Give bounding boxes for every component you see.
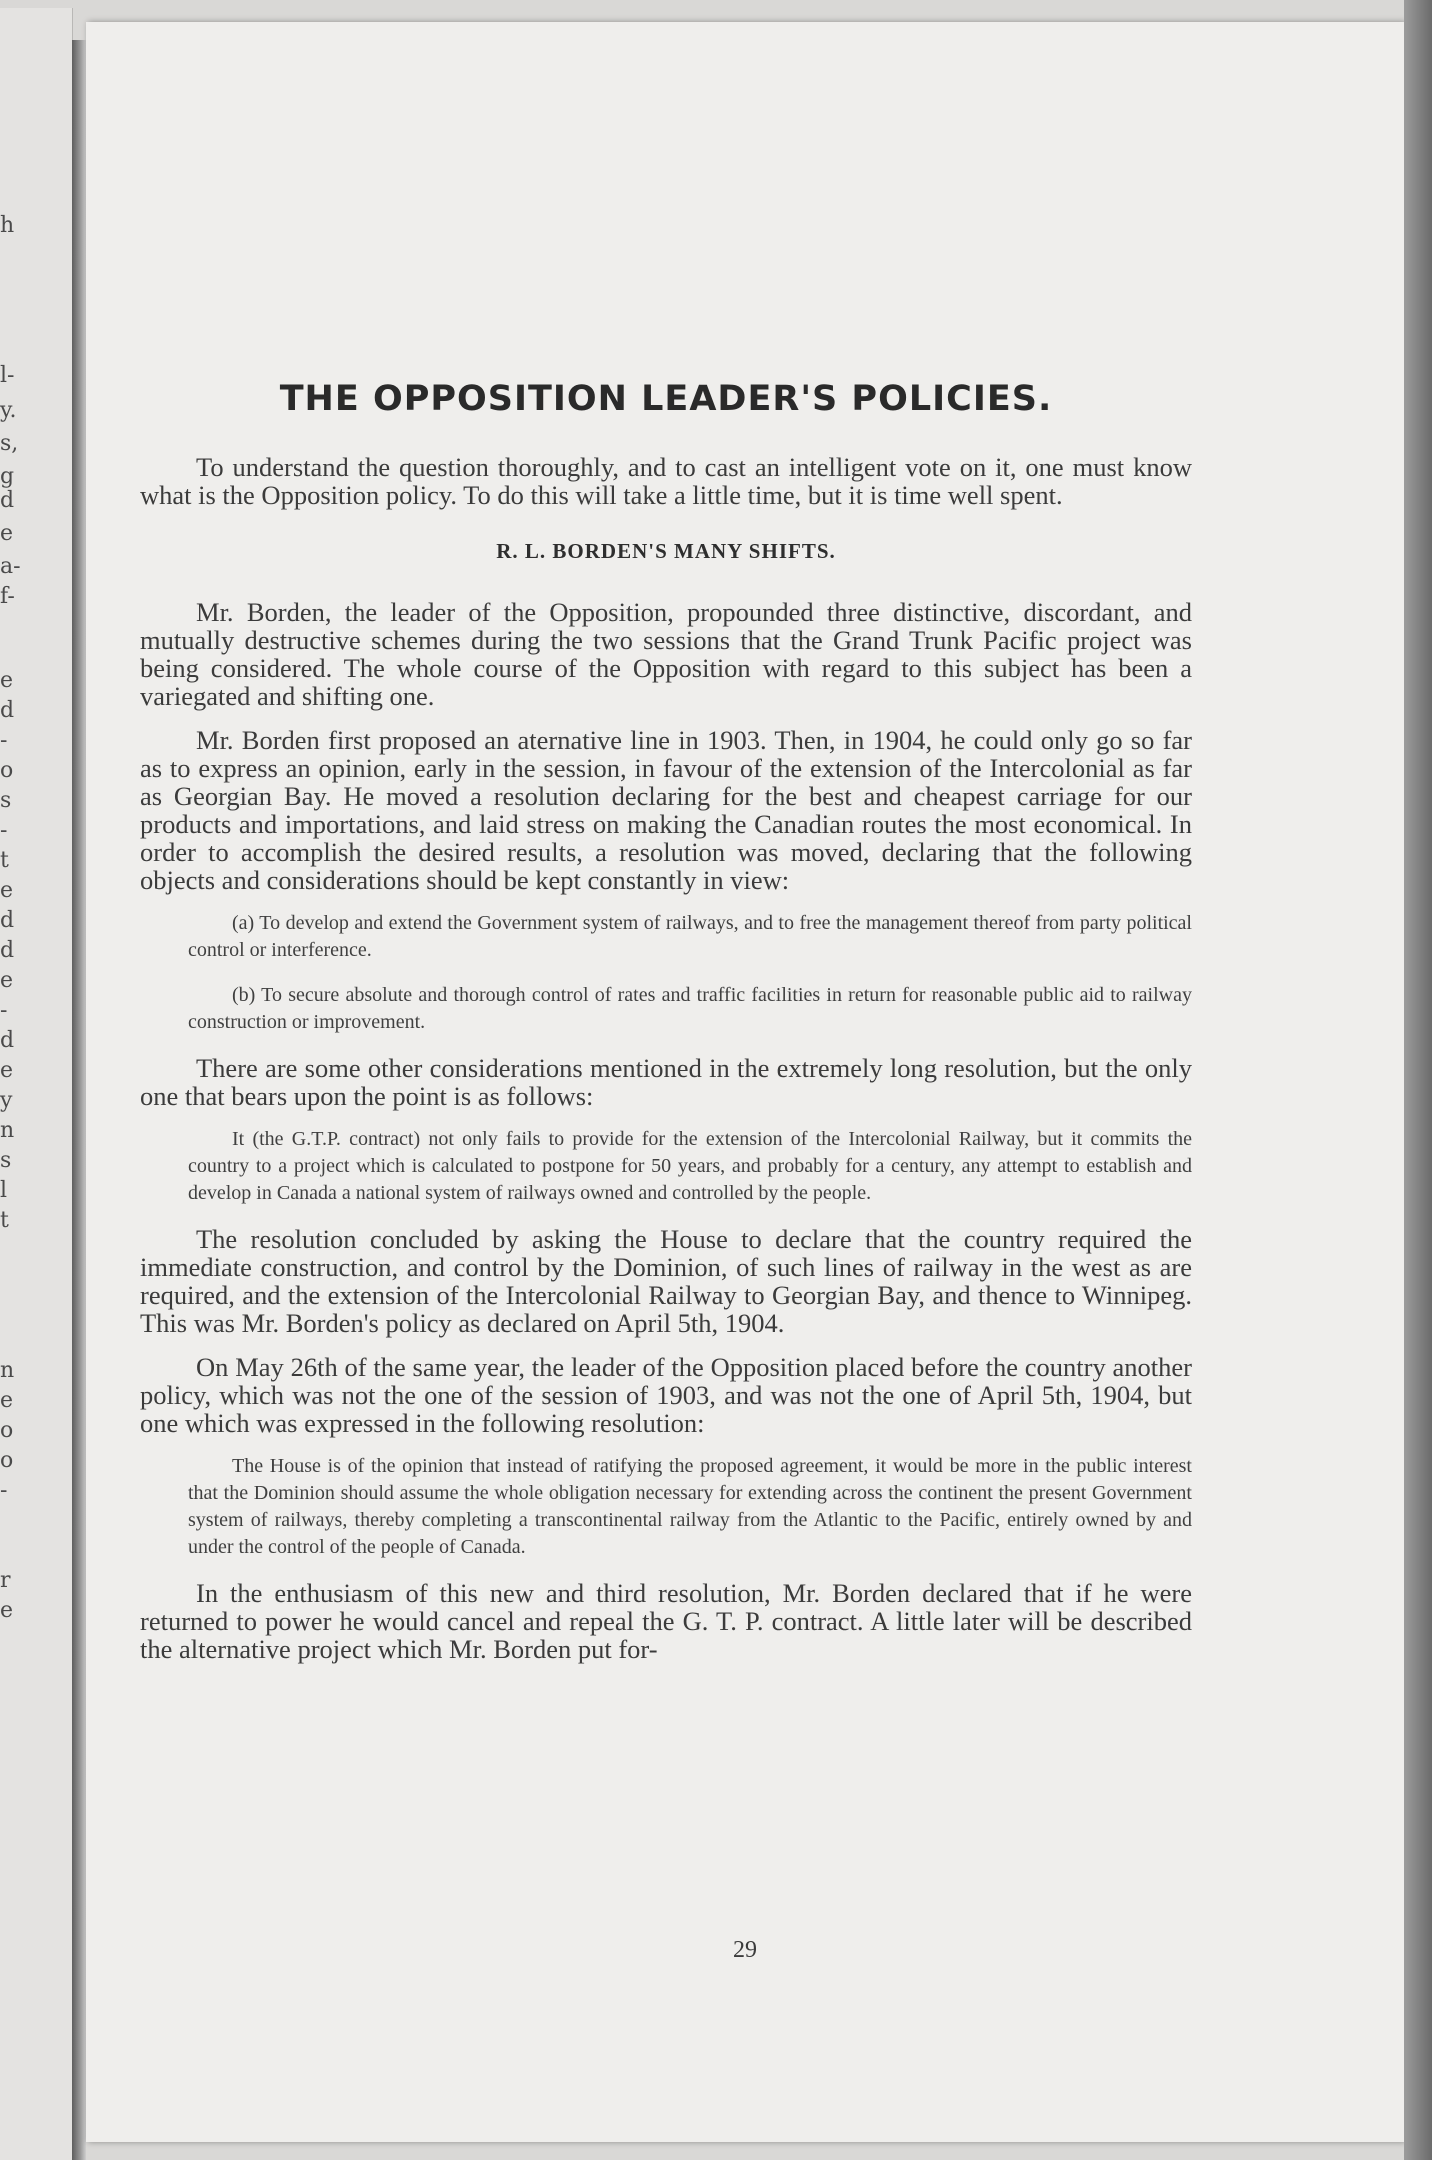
margin-char: e <box>0 1598 14 1623</box>
margin-char: e <box>0 1388 14 1413</box>
margin-char: s <box>0 788 12 813</box>
paragraph: Mr. Borden first proposed an aternative line in 1903. Then, in 1904, he could only go so far as to express an opinion, early in the session, in favour of the extension of the Intercolonial as far as Georgian Bay. He moved a resolution declaring for the best and cheapest carriage for our products and importations, and laid stress on making the Canadian routes the most economical. In order to accomplish the desired results, a resolution was moved, declaring that the following objects and considerations should be kept constantly in view: <box>140 725 1192 895</box>
margin-char: - <box>0 728 8 753</box>
paragraph: To understand the question thoroughly, and to cast an intelligent vote on it, one must know what is the Opposition policy. To do this will take a little time, but it is time well spent. <box>140 452 1192 510</box>
paragraph: There are some other considerations mentioned in the extremely long resolution, but the only one that bears upon the point is as follows: <box>140 1053 1192 1111</box>
margin-char: e <box>0 521 14 546</box>
scan-edge-shadow <box>1404 0 1432 2160</box>
margin-char: e <box>0 1058 14 1083</box>
block-quote: The House is of the opinion that instead of ratifying the proposed agreement, it would be more in the public interest that the Dominion should assume the whole obligation necessary for extending across the continent the present Government system of railways, thereby completing a transcontinental railway from the Atlantic to the Pacific, entirely owned by and under the control of the people of Canada. <box>188 1455 1192 1558</box>
section-heading: R. L. BORDEN'S MANY SHIFTS. <box>496 539 836 563</box>
margin-char: s, <box>0 431 19 456</box>
paragraph: In the enthusiasm of this new and third resolution, Mr. Borden declared that if he were returned to power he would cancel and repeal the G. T. P. contract. A little later will be described the alternative project which Mr. Borden put for- <box>140 1578 1192 1664</box>
block-quote: (b) To secure absolute and thorough control of rates and traffic facilities in return for reasonable public aid to railway construction or improvement. <box>188 984 1192 1033</box>
block-quote: (a) To develop and extend the Government system of railways, and to free the management thereof from party political control or interference. <box>188 912 1192 961</box>
margin-char: e <box>0 878 14 903</box>
page-number: 29 <box>733 1937 757 1963</box>
margin-char: - <box>0 998 8 1023</box>
margin-char: d <box>0 698 15 723</box>
margin-char: y. <box>0 398 17 423</box>
margin-char: - <box>0 818 8 843</box>
margin-char: e <box>0 968 14 993</box>
margin-char: a- <box>0 554 21 579</box>
margin-char: e <box>0 668 14 693</box>
margin-char: l <box>0 1178 8 1203</box>
block-quote: It (the G.T.P. contract) not only fails to provide for the extension of the Intercolonial Railway, but it commits the country to a project which is calculated to postpone for 50 years, and probably for a century, any attempt to establish and develop in Canada a national system of railways owned and controlled by the people. <box>188 1128 1192 1204</box>
paragraph: On May 26th of the same year, the leader of the Opposition placed before the country another policy, which was not the one of the session of 1903, and was not the one of April 5th, 1904, but one which was expressed in the following resolution: <box>140 1352 1192 1438</box>
page-title: THE OPPOSITION LEADER'S POLICIES. <box>279 379 1053 419</box>
paragraph: The resolution concluded by asking the House to declare that the country required the immediate construction, and control by the Dominion, of such lines of railway in the west as are required, and the extension of the Intercolonial Railway to Georgian Bay, and thence to Winnipeg. This was Mr. Borden's policy as declared on April 5th, 1904. <box>140 1224 1192 1338</box>
margin-char: o <box>0 1418 14 1443</box>
margin-char: y <box>0 1088 13 1113</box>
margin-char: d <box>0 1028 15 1053</box>
adjacent-page-edge <box>0 8 73 2160</box>
margin-char: n <box>0 1118 15 1143</box>
margin-char: d <box>0 908 15 933</box>
paragraph: Mr. Borden, the leader of the Opposition, propounded three distinctive, discordant, and mutually destructive schemes during the two sessions that the Grand Trunk Pacific project was being considered. The whole course of the Opposition with regard to this subject has been a variegated and shifting one. <box>140 597 1192 711</box>
margin-char: d <box>0 938 15 963</box>
book-gutter <box>72 40 86 2160</box>
page-content <box>140 352 1192 1679</box>
margin-char: t <box>0 1208 9 1233</box>
margin-char: l- <box>0 363 15 388</box>
margin-char: f- <box>0 584 15 609</box>
margin-char: d <box>0 488 15 513</box>
margin-char: h <box>0 213 15 238</box>
margin-char: r <box>0 1568 11 1593</box>
margin-char: g <box>0 464 15 489</box>
book-page <box>86 22 1404 2142</box>
margin-char: o <box>0 758 14 783</box>
margin-char: o <box>0 1448 14 1473</box>
adjacent-page-margin-text <box>0 8 20 2160</box>
margin-char: n <box>0 1358 15 1383</box>
margin-char: - <box>0 1478 8 1503</box>
margin-char: t <box>0 848 9 873</box>
margin-char: s <box>0 1148 12 1173</box>
